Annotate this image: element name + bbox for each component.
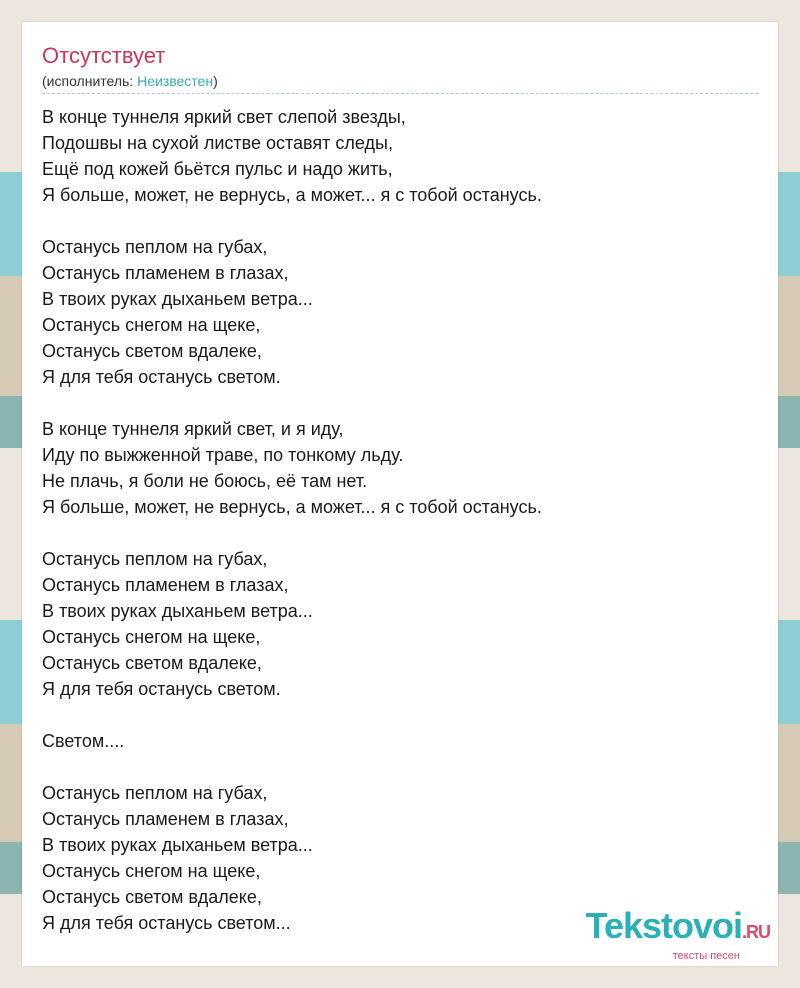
artist-prefix: (исполнитель: xyxy=(42,73,138,89)
lyric-line: Останусь светом вдалеке, xyxy=(42,887,262,907)
lyric-line: Светом.... xyxy=(42,731,125,751)
stanza-gap xyxy=(42,390,542,416)
lyric-line: Я больше, может, не вернусь, а может... я с тобой останусь. xyxy=(42,497,542,517)
lyric-line: Останусь пеплом на губах, xyxy=(42,783,268,803)
lyric-line: Я больше, может, не вернусь, а может... я с тобой останусь. xyxy=(42,185,542,205)
header-divider xyxy=(42,93,758,94)
stanza-gap xyxy=(42,754,542,780)
lyric-line: Не плачь, я боли не боюсь, её там нет. xyxy=(42,471,368,491)
lyric-line: Останусь светом вдалеке, xyxy=(42,653,262,673)
lyric-line: Останусь пеплом на губах, xyxy=(42,549,268,569)
lyric-line: В твоих руках дыханьем ветра... xyxy=(42,835,313,855)
lyric-line: Останусь снегом на щеке, xyxy=(42,627,261,647)
artist-link[interactable]: Неизвестен xyxy=(137,73,214,89)
lyric-line: Ещё под кожей бьётся пульс и надо жить, xyxy=(42,159,393,179)
stanza-gap xyxy=(42,702,542,728)
lyric-line: Останусь пеплом на губах, xyxy=(42,237,268,257)
lyric-line: Подошвы на сухой листве оставят следы, xyxy=(42,133,393,153)
lyric-line: Я для тебя останусь светом. xyxy=(42,367,281,387)
artist-line xyxy=(42,72,218,90)
logo-tld: .RU xyxy=(742,922,770,942)
lyric-line: Иду по выжженной траве, по тонкому льду. xyxy=(42,445,404,465)
site-logo[interactable] xyxy=(585,905,770,962)
logo-name: Tekstovoi xyxy=(585,905,742,946)
lyric-line: В твоих руках дыханьем ветра... xyxy=(42,601,313,621)
lyrics-card xyxy=(22,22,778,966)
lyrics-text xyxy=(42,104,542,936)
lyric-line: Я для тебя останусь светом. xyxy=(42,679,281,699)
logo-wordmark xyxy=(585,905,770,950)
lyric-line: Останусь пламенем в глазах, xyxy=(42,263,289,283)
lyric-line: В твоих руках дыханьем ветра... xyxy=(42,289,313,309)
lyric-line: Останусь светом вдалеке, xyxy=(42,341,262,361)
logo-tagline: тексты песен xyxy=(672,950,740,962)
artist-suffix: ) xyxy=(213,73,218,89)
lyric-line: Останусь пламенем в глазах, xyxy=(42,575,289,595)
lyric-line: Останусь снегом на щеке, xyxy=(42,315,261,335)
song-title: Отсутствует xyxy=(42,43,166,68)
lyric-line: В конце туннеля яркий свет слепой звезды, xyxy=(42,107,406,127)
stanza-gap xyxy=(42,208,542,234)
stanza-gap xyxy=(42,520,542,546)
lyric-line: Останусь пламенем в глазах, xyxy=(42,809,289,829)
lyric-line: Я для тебя останусь светом... xyxy=(42,913,291,933)
lyric-line: В конце туннеля яркий свет, и я иду, xyxy=(42,419,344,439)
lyric-line: Останусь снегом на щеке, xyxy=(42,861,261,881)
